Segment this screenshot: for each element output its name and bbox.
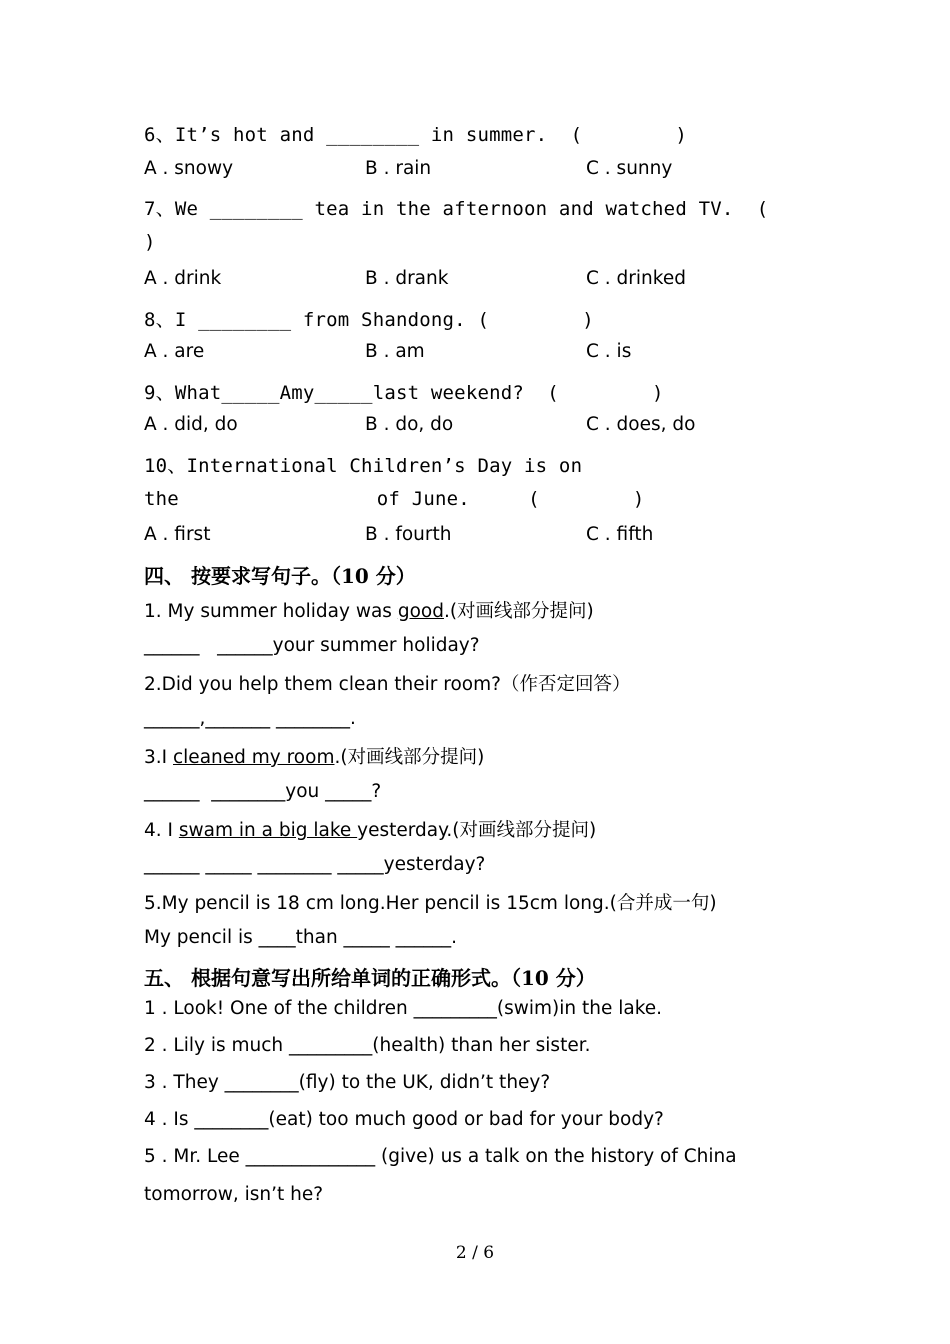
- sec4-question-5: 5.My pencil is 18 cm long.Her pencil is 15cm long.(合并成一句): [144, 893, 717, 914]
- option-a: A . snowy: [144, 158, 234, 179]
- question-7: 7、We ________ tea in the afternoon and watched TV. (: [144, 198, 769, 220]
- sec4-answer-5: My pencil is ____than _____ ______.: [144, 927, 458, 948]
- question-9: 9、What_____Amy_____last weekend? ( ): [144, 382, 664, 404]
- sec5-line-3: 3 . They ________(fly) to the UK, didn’t they?: [144, 1072, 551, 1093]
- option-b: B . rain: [365, 158, 432, 179]
- option-c: C . fifth: [586, 524, 654, 545]
- option-b: B . am: [365, 341, 425, 362]
- option-c: C . does, do: [586, 414, 696, 435]
- sec4-answer-4: ______ _____ ________ _____yesterday?: [144, 854, 486, 875]
- option-c: C . drinked: [586, 268, 686, 289]
- option-b: B . drank: [365, 268, 449, 289]
- option-b: B . do, do: [365, 414, 454, 435]
- option-a: A . first: [144, 524, 211, 545]
- option-c: C . is: [586, 341, 632, 362]
- question-8: 8、I ________ from Shandong. ( ): [144, 309, 594, 331]
- sec4-question-1: 1. My summer holiday was good.(对画线部分提问): [144, 601, 594, 622]
- option-a: A . did, do: [144, 414, 238, 435]
- question-6: 6、It’s hot and ________ in summer. ( ): [144, 124, 687, 146]
- page-number: 2 / 6: [455, 1243, 495, 1263]
- sec4-answer-3: ______ ________you _____?: [144, 781, 382, 802]
- sec5-line-5: 5 . Mr. Lee ______________ (give) us a talk on the history of China: [144, 1146, 737, 1167]
- option-a: A . are: [144, 341, 205, 362]
- sec4-answer-1: ______ ______your summer holiday?: [144, 635, 480, 656]
- section-4-heading: 四、 按要求写句子。（10 分）: [144, 564, 416, 588]
- option-c: C . sunny: [586, 158, 673, 179]
- sec5-line-6: tomorrow, isn’t he?: [144, 1184, 324, 1205]
- sec4-answer-2: ______,_______ ________.: [144, 708, 356, 729]
- sec4-question-4: 4. I swam in a big lake yesterday.(对画线部分提问): [144, 820, 597, 841]
- option-a: A . drink: [144, 268, 222, 289]
- question-7-cont: ): [144, 231, 156, 253]
- sec5-line-2: 2 . Lily is much _________(health) than her sister.: [144, 1035, 591, 1056]
- sec4-question-2: 2.Did you help them clean their room?（作否定回答）: [144, 674, 631, 695]
- sec5-line-1: 1 . Look! One of the children _________(swim)in the lake.: [144, 998, 663, 1019]
- section-5-heading: 五、 根据句意写出所给单词的正确形式。（10 分）: [144, 966, 596, 990]
- question-10: 10、International Children’s Day is on: [144, 455, 583, 477]
- sec4-question-3: 3.I cleaned my room.(对画线部分提问): [144, 747, 485, 768]
- question-10-cont: the of June. ( ): [144, 488, 645, 510]
- sec5-line-4: 4 . Is ________(eat) too much good or bad for your body?: [144, 1109, 664, 1130]
- option-b: B . fourth: [365, 524, 452, 545]
